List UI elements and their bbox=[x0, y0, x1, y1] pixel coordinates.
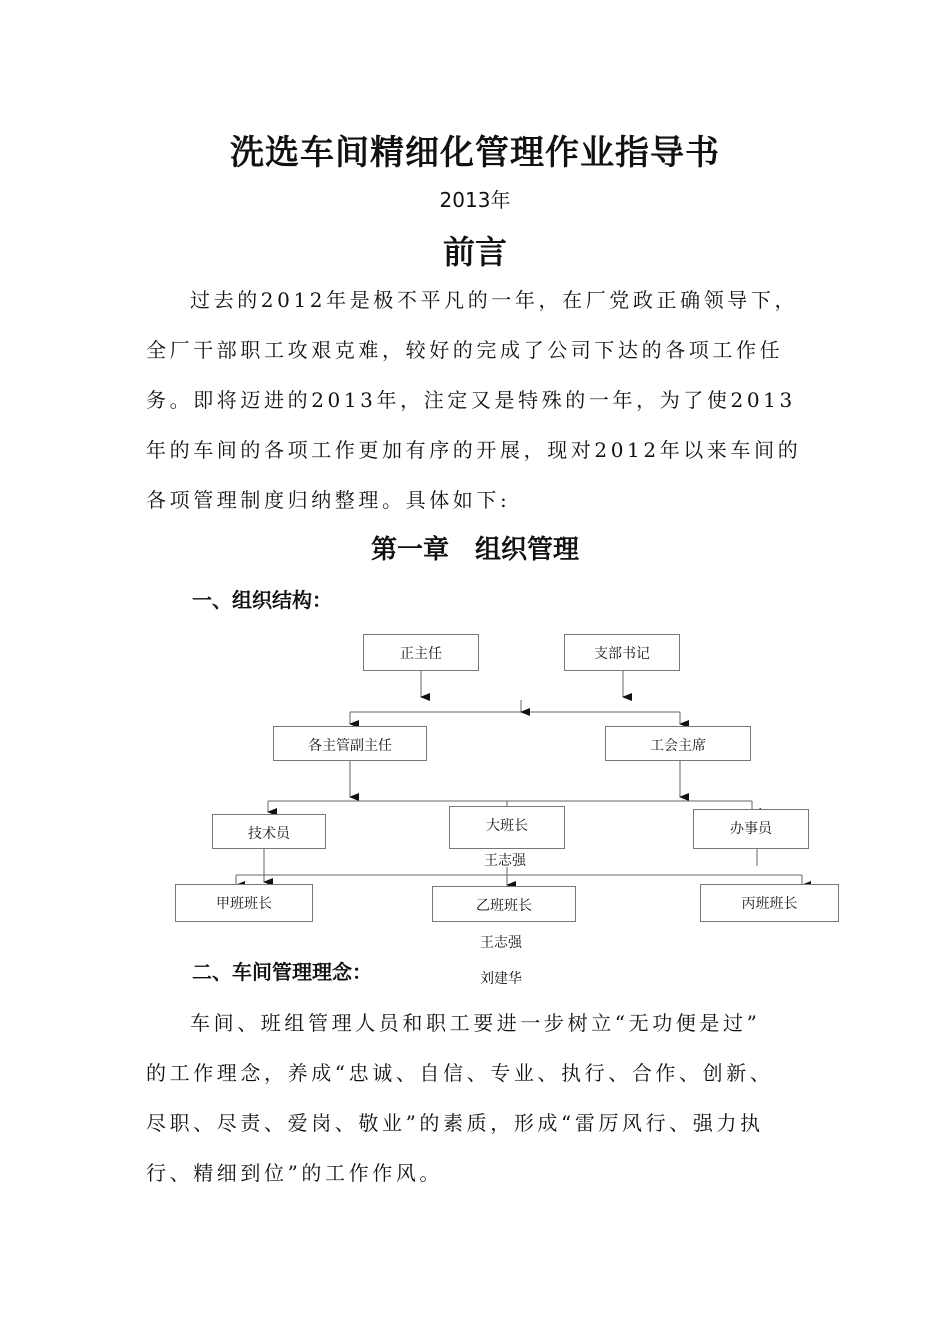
org-box-secretary bbox=[564, 634, 680, 671]
preface-line: 全厂干部职工攻艰克难，较好的完成了公司下达的各项工作任 bbox=[146, 338, 784, 362]
preface-line: 年的车间的各项工作更加有序的开展，现对2012年以来车间的 bbox=[146, 438, 802, 462]
org-name-team-b-1: 王志强 bbox=[480, 935, 522, 951]
org-box-team-a bbox=[175, 884, 313, 922]
org-name-team-b-2: 刘建华 bbox=[480, 971, 522, 987]
org-box-team-b bbox=[432, 886, 576, 922]
org-label-deputy: 各主管副主任 bbox=[308, 738, 392, 754]
document-title: 洗选车间精细化管理作业指导书 bbox=[230, 133, 720, 173]
section-management-philosophy: 二、车间管理理念： bbox=[192, 960, 372, 984]
preface-line: 各项管理制度归纳整理。具体如下: bbox=[146, 488, 511, 512]
philosophy-paragraph bbox=[146, 998, 808, 1198]
org-label-secretary: 支部书记 bbox=[594, 646, 650, 662]
philosophy-line: 行、精细到位”的工作作风。 bbox=[146, 1161, 444, 1185]
document-year: 2013年 bbox=[439, 188, 511, 212]
org-box-clerk bbox=[693, 809, 809, 849]
org-label-team-a: 甲班班长 bbox=[216, 896, 272, 912]
org-label-team-b: 乙班班长 bbox=[476, 898, 532, 914]
org-label-technician: 技术员 bbox=[248, 826, 290, 842]
preface-heading: 前言 bbox=[442, 233, 507, 271]
preface-paragraph bbox=[146, 275, 808, 525]
org-box-technician bbox=[212, 814, 326, 849]
org-label-chief-leader: 大班长 bbox=[486, 818, 528, 834]
org-label-team-c: 丙班班长 bbox=[741, 896, 798, 912]
philosophy-line: 车间、班组管理人员和职工要进一步树立“无功便是过” bbox=[190, 1011, 761, 1035]
chapter-heading: 第一章 组织管理 bbox=[370, 535, 579, 565]
org-label-clerk: 办事员 bbox=[730, 821, 772, 837]
preface-line: 过去的2012年是极不平凡的一年，在厂党政正确领导下， bbox=[190, 288, 799, 312]
org-box-director bbox=[363, 634, 479, 671]
org-box-union-chair bbox=[605, 726, 751, 761]
section-org-structure: 一、组织结构： bbox=[192, 588, 332, 612]
org-name-chief: 王志强 bbox=[484, 853, 526, 869]
preface-line: 务。即将迈进的2013年，注定又是特殊的一年，为了使2013 bbox=[146, 388, 796, 412]
philosophy-line: 的工作理念，养成“忠诚、自信、专业、执行、合作、创新、 bbox=[146, 1061, 774, 1085]
org-box-deputy bbox=[273, 726, 427, 761]
org-label-director: 正主任 bbox=[400, 646, 442, 662]
philosophy-line: 尽职、尽责、爱岗、敬业”的素质，形成“雷厉风行、强力执 bbox=[146, 1111, 764, 1135]
org-box-team-c bbox=[700, 884, 839, 922]
org-box-chief-leader bbox=[449, 806, 565, 849]
org-label-union-chair: 工会主席 bbox=[650, 738, 706, 754]
